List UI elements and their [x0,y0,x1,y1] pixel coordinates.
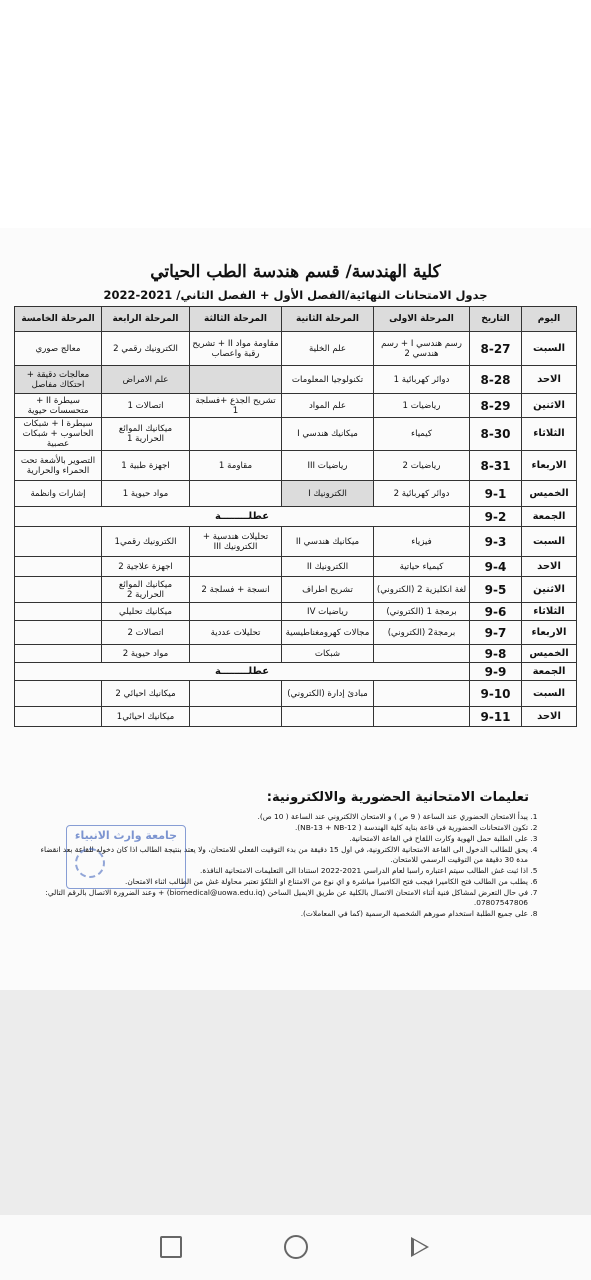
cell-stage-4: ميكانيك الموائع الحرارية 1 [102,418,190,451]
cell-stage-1: برمجة2 (الكتروني) [374,621,470,645]
instruction-item: 2. تكون الامتحانات الحضورية في قاعة بناية كلية الهندسة ( NB-13 + NB-12). [40,823,528,833]
cell-stage-4: اجهزة طبية 1 [102,451,190,481]
cell-stage-1 [374,645,470,663]
cell-stage-4: ميكانيك تحليلي [102,603,190,621]
cell-date: 9-3 [470,527,522,557]
table-row [15,394,577,418]
table-row [15,557,577,577]
header-date: التاريخ [470,307,522,332]
cell-stage-2: مجالات كهرومغناطيسية [282,621,374,645]
cell-stage-3: مقاومة 1 [190,451,282,481]
cell-stage-1: دوائر كهربائية 1 [374,366,470,394]
cell-stage-2: رياضيات III [282,451,374,481]
cell-stage-4: الكترونيك رقمي1 [102,527,190,557]
cell-date: 9-8 [470,645,522,663]
cell-stage-3 [190,645,282,663]
cell-stage-5 [15,577,102,603]
cell-stage-1: رياضيات 2 [374,451,470,481]
cell-stage-3: تحليلات هندسية + الكترونيك III [190,527,282,557]
table-row [15,577,577,603]
cell-stage-3 [190,681,282,707]
cell-day: السبت [522,527,577,557]
table-row [15,603,577,621]
instruction-item: 6. يطلب من الطالب فتح الكاميرا فيجب فتح الكاميرا مباشرة و اي نوع من الامتناع او التلكؤ تعتبر محاولة غش من الطالب اثناء الامتحان. [40,877,528,887]
cell-stage-1: رسم هندسي I + رسم هندسي 2 [374,332,470,366]
cell-stage-5: معالجات دقيقة + احتكاك مفاصل [15,366,102,394]
cell-date: 9-2 [470,507,522,527]
header-day: اليوم [522,307,577,332]
table-row [15,527,577,557]
table-row [15,332,577,366]
header-stage-4: المرحلة الرابعة [102,307,190,332]
cell-stage-1: كيمياء حياتية [374,557,470,577]
university-stamp [66,825,186,889]
table-row [15,645,577,663]
cell-day: الاحد [522,557,577,577]
cell-stage-2: الكترونيك I [282,481,374,507]
cell-holiday: عطلــــــــة [15,507,470,527]
header-stage-2: المرحلة الثانية [282,307,374,332]
cell-stage-5 [15,603,102,621]
cell-stage-4: اتصالات 2 [102,621,190,645]
table-row [15,366,577,394]
cell-date: 9-7 [470,621,522,645]
cell-stage-1: دوائر كهربائية 2 [374,481,470,507]
cell-stage-4: ميكانيك احيائي 2 [102,681,190,707]
table-header-row [15,307,577,332]
cell-stage-4: اتصالات 1 [102,394,190,418]
cell-day: الاحد [522,366,577,394]
cell-day: الاربعاء [522,451,577,481]
cell-stage-5: إشارات وانظمة [15,481,102,507]
table-row [15,681,577,707]
cell-stage-5 [15,557,102,577]
instruction-item: 4. يحق للطالب الدخول الى القاعة الامتحانية الالكترونية، في اول 15 دقيقة من بدء التوقيت الفعلي للامتحان، ولا يعتد بنتيجة الطالب اذا كان دخوله للقاعة بعد انقضاء مدة 30 دقيقة من التوقيت الرسمي للامتحان. [40,845,528,865]
cell-stage-5 [15,707,102,727]
cell-date: 9-10 [470,681,522,707]
cell-stage-2: ميكانيك هندسي II [282,527,374,557]
cell-stage-2: تكنولوجيا المعلومات [282,366,374,394]
cell-stage-2: ميكانيك هندسي I [282,418,374,451]
cell-stage-1: فيزياء [374,527,470,557]
table-row [15,418,577,451]
recents-square-icon[interactable] [160,1236,182,1258]
cell-day: الثلاثاء [522,603,577,621]
cell-day: الجمعة [522,663,577,681]
cell-date: 9-6 [470,603,522,621]
instruction-item: 7. في حال التعرض لمشاكل فنية أثناء الامتحان الاتصال بالكلية عن طريق الايميل الساخن (biomedical@uowa.edu.iq) + وعند الضرورة الاتصال بالرقم التالي: 07807547806. [40,888,528,908]
cell-date: 8-27 [470,332,522,366]
cell-day: الاحد [522,707,577,727]
cell-stage-3: تشريح الجذع +فسلجة 1 [190,394,282,418]
cell-stage-5: معالج صوري [15,332,102,366]
table-row [15,507,577,527]
table-row [15,663,577,681]
cell-stage-3 [190,707,282,727]
cell-holiday: عطلــــــــة [15,663,470,681]
top-blank-area [0,0,591,228]
cell-day: السبت [522,681,577,707]
cell-stage-2: تشريح اطراف [282,577,374,603]
cell-day: الاثنين [522,394,577,418]
cell-stage-2: الكترونيك II [282,557,374,577]
instructions-title: تعليمات الامتحانية الحضورية والالكترونية: [266,790,529,805]
instruction-item: 1. يبدأ الامتحان الحضوري عند الساعة ( 9 ص ) و الامتحان الالكتروني عند الساعة ( 10 ص). [40,812,528,822]
instruction-item: 8. على جميع الطلبة استخدام صورهم الشخصية الرسمية (كما في المعاملات). [40,909,528,919]
cell-stage-2: مبادئ إدارة (الكتروني) [282,681,374,707]
cell-stage-4: مواد حيوية 2 [102,645,190,663]
cell-date: 8-29 [470,394,522,418]
cell-stage-4: اجهزة علاجية 2 [102,557,190,577]
cell-stage-5 [15,621,102,645]
header-stage-3: المرحلة الثالثة [190,307,282,332]
cell-date: 9-9 [470,663,522,681]
cell-stage-1: برمجة 1 (الكتروني) [374,603,470,621]
instruction-item: 3. على الطلبة حمل الهوية وكارت اللقاح في القاعة الامتحانية. [40,834,528,844]
cell-date: 9-1 [470,481,522,507]
cell-stage-2: شبكات [282,645,374,663]
header-stage-5: المرحلة الخامسة [15,307,102,332]
cell-stage-4: ميكانيك احيائي1 [102,707,190,727]
cell-stage-2 [282,707,374,727]
cell-stage-1 [374,707,470,727]
home-circle-icon[interactable] [284,1235,308,1259]
cell-stage-1: رياضيات 1 [374,394,470,418]
cell-stage-3 [190,603,282,621]
cell-day: السبت [522,332,577,366]
cell-date: 9-5 [470,577,522,603]
cell-day: الخميس [522,645,577,663]
cell-stage-5: سيطرة I + شبكات الحاسوب + شبكات عصبية [15,418,102,451]
cell-day: الاثنين [522,577,577,603]
cell-stage-1: كيمياء [374,418,470,451]
document-subtitle: جدول الامتحانات النهائية/الفصل الأول + الفصل الثاني/ 2021-2022 [103,288,488,302]
cell-day: الجمعة [522,507,577,527]
document-title: كلية الهندسة/ قسم هندسة الطب الحياتي [150,262,441,282]
cell-date: 8-30 [470,418,522,451]
cell-day: الاربعاء [522,621,577,645]
cell-stage-4: ميكانيك الموائع الحرارية 2 [102,577,190,603]
table-row [15,621,577,645]
cell-stage-5 [15,645,102,663]
cell-stage-1 [374,681,470,707]
cell-date: 8-28 [470,366,522,394]
cell-stage-3 [190,418,282,451]
cell-stage-4: مواد حيوية 1 [102,481,190,507]
exam-schedule-table [14,306,577,727]
stamp-text: جامعة وارث الانبياء [74,829,178,842]
cell-date: 9-4 [470,557,522,577]
header-stage-1: المرحلة الاولى [374,307,470,332]
cell-stage-1: لغة انكليزية 2 (الكتروني) [374,577,470,603]
cell-stage-3 [190,366,282,394]
cell-stage-5 [15,527,102,557]
cell-stage-5 [15,681,102,707]
cell-date: 8-31 [470,451,522,481]
table-row [15,451,577,481]
table-row [15,707,577,727]
cell-stage-5: سيطرة II + متحسسات حيوية [15,394,102,418]
back-triangle-icon[interactable] [411,1237,429,1257]
cell-day: الثلاثاء [522,418,577,451]
cell-stage-4: الكترونيك رقمي 2 [102,332,190,366]
instruction-item: 5. اذا ثبت غش الطالب سيتم اعتباره راسبا لعام الدراسي 2021-2022 استنادا الى التعليمات الامتحانية النافذة. [40,866,528,876]
cell-stage-3: تحليلات عددية [190,621,282,645]
gear-icon [75,848,105,878]
cell-stage-2: رياضيات IV [282,603,374,621]
cell-stage-4: علم الامراض [102,366,190,394]
cell-stage-2: علم المواد [282,394,374,418]
table-row [15,481,577,507]
cell-day: الخميس [522,481,577,507]
bottom-blank-area [0,990,591,1215]
cell-stage-3 [190,557,282,577]
cell-stage-3: انسجة + فسلجة 2 [190,577,282,603]
cell-stage-3: مقاومة مواد II + تشريح رقبة واعصاب [190,332,282,366]
cell-stage-2: علم الخلية [282,332,374,366]
cell-stage-5: التصوير بالأشعة تحت الحمراء والحرارية [15,451,102,481]
cell-date: 9-11 [470,707,522,727]
cell-stage-3 [190,481,282,507]
